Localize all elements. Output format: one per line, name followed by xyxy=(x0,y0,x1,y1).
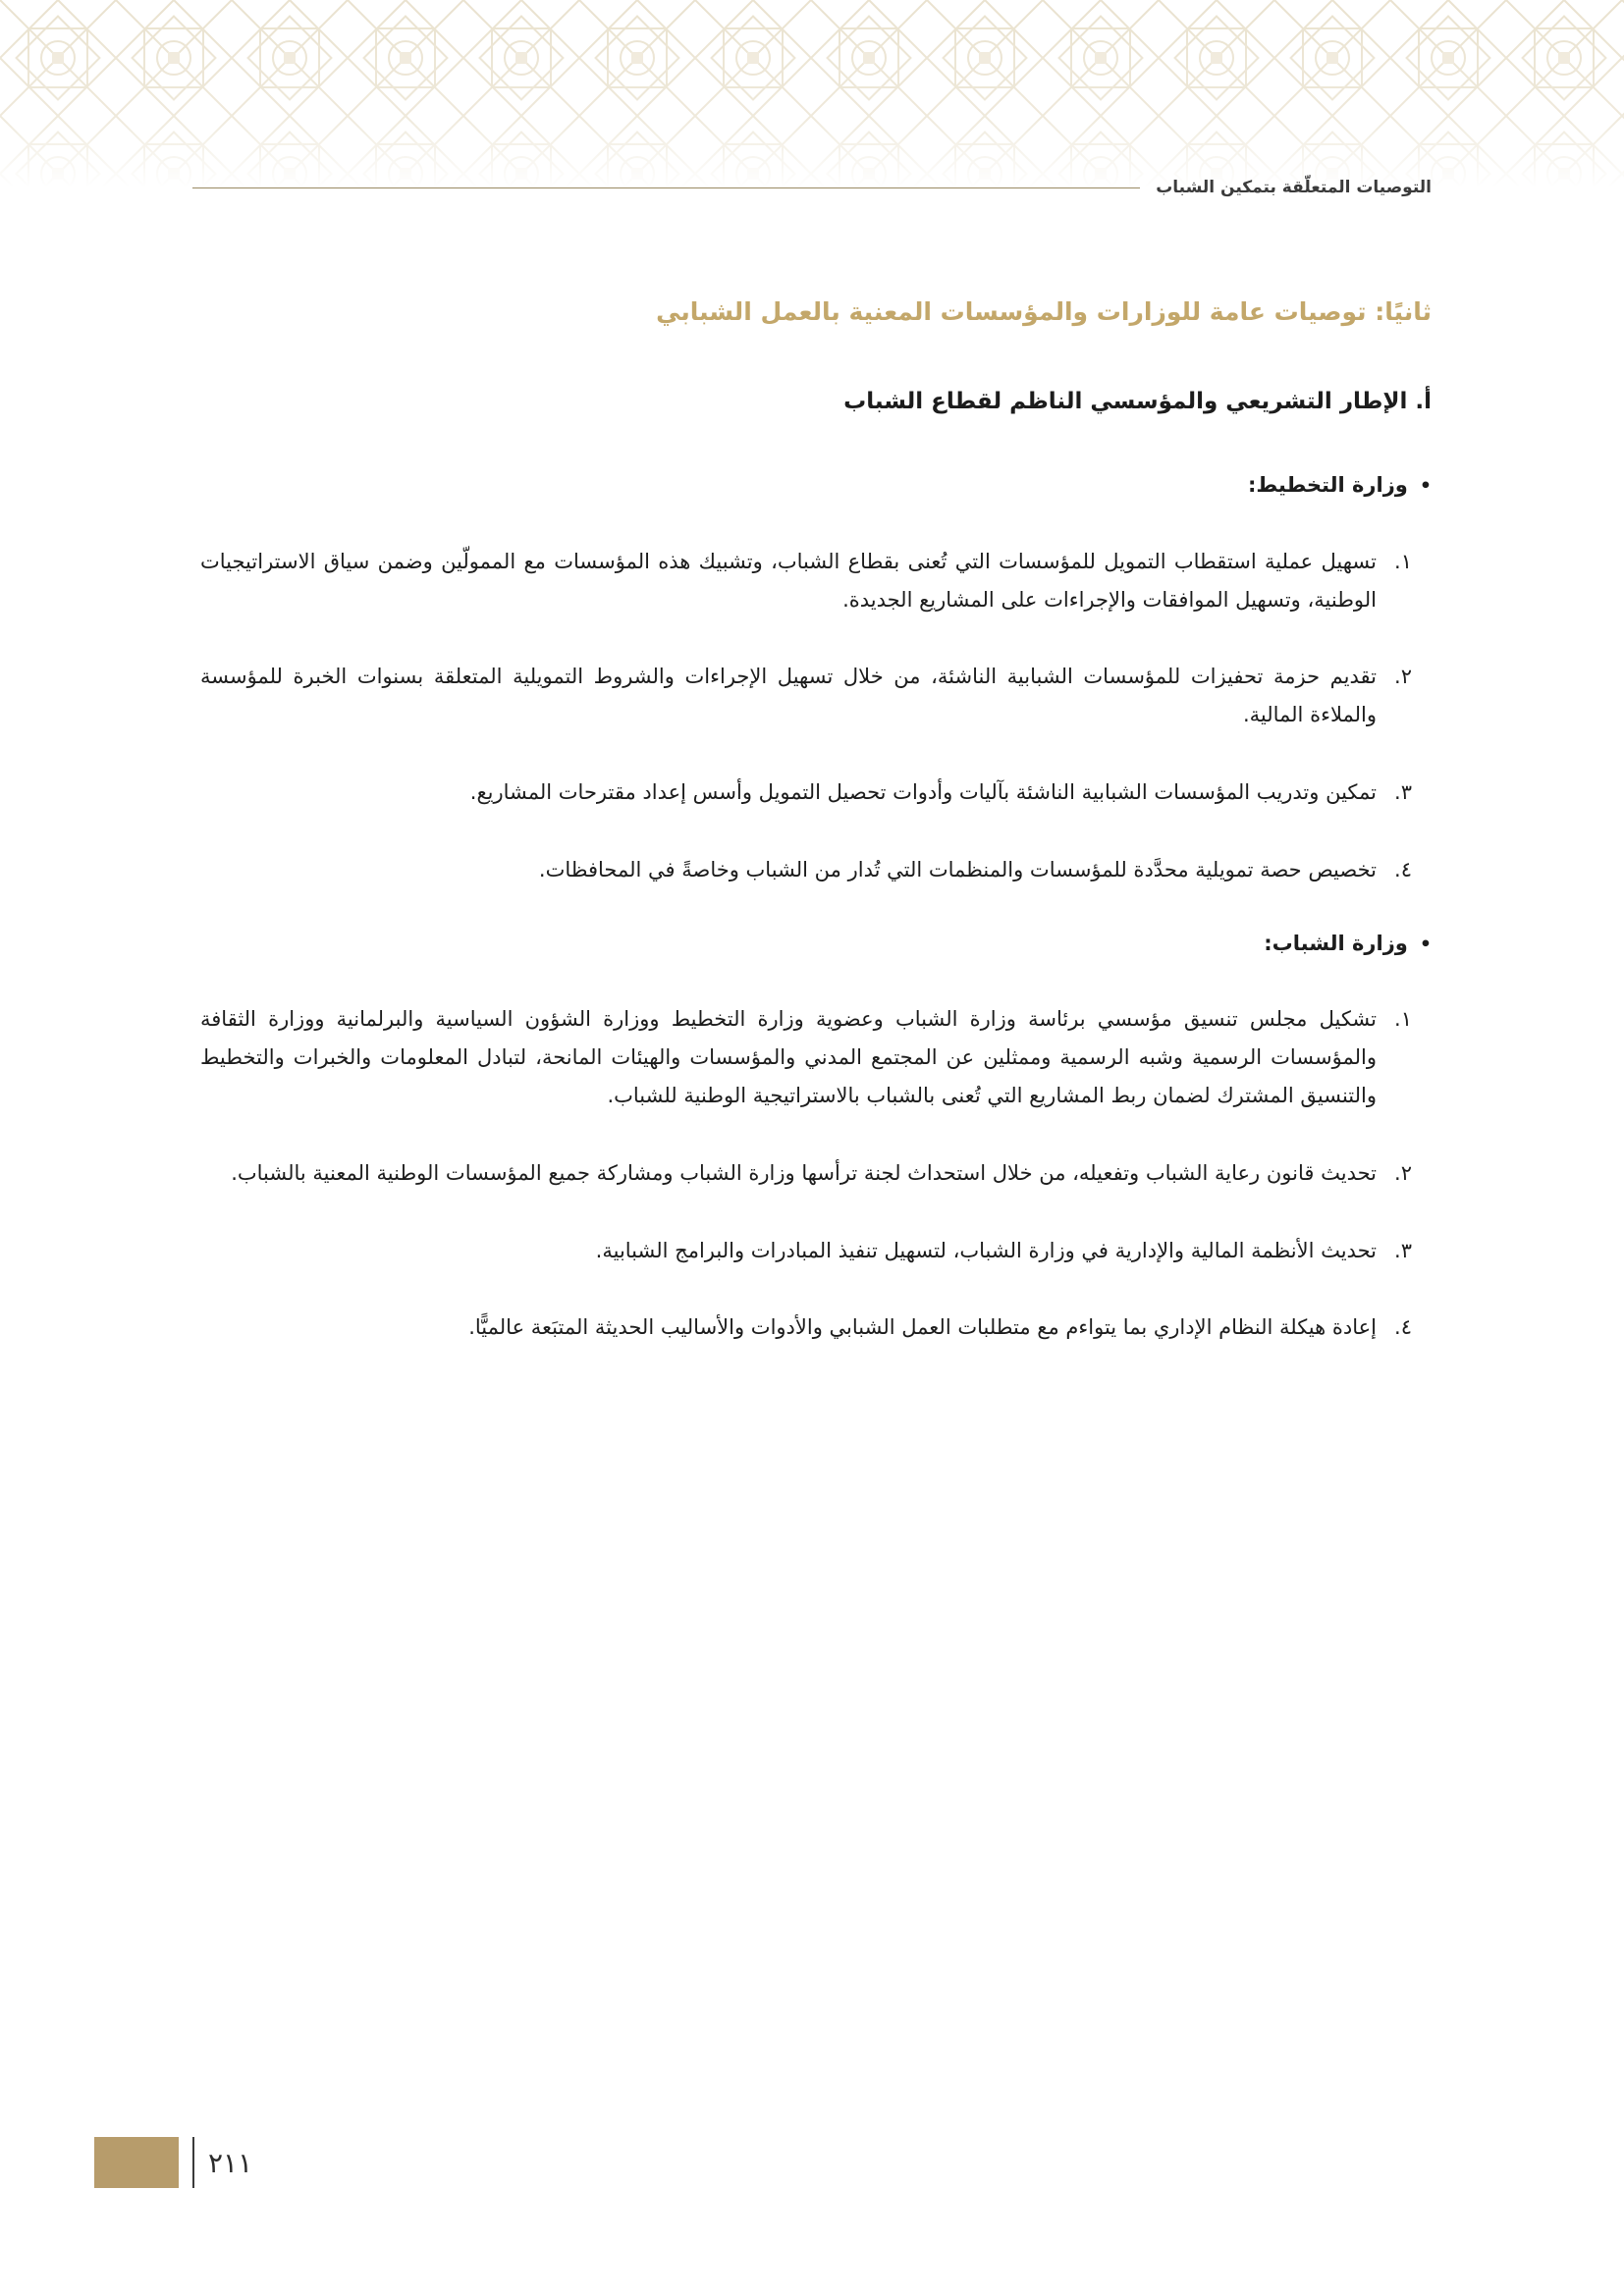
list-item-marker: ١. xyxy=(1394,549,1412,573)
list-item xyxy=(200,774,1432,812)
list-item xyxy=(200,851,1432,889)
list-item xyxy=(200,1154,1432,1193)
bullet-icon: • xyxy=(1419,475,1432,498)
list-item-marker: ٢. xyxy=(1394,1160,1412,1185)
footer-color-swatch xyxy=(94,2137,179,2188)
recommendation-group xyxy=(200,470,1432,889)
page-number: ٢١١ xyxy=(208,2146,253,2179)
section-title: ثانيًا: توصيات عامة للوزارات والمؤسسات المعنية بالعمل الشبابي xyxy=(656,297,1432,326)
list-item-text: تسهيل عملية استقطاب التمويل للمؤسسات التي تُعنى بقطاع الشباب، وتشبيك هذه المؤسسات مع الممولّين وضمن سياق الاستراتيجيات الوطنية، وتسهيل الموافقات والإجراءات على المشاريع الجديدة. xyxy=(200,549,1377,612)
recommendation-group xyxy=(200,929,1432,1348)
list-item-marker: ٤. xyxy=(1394,857,1412,881)
list-item-text: تحديث الأنظمة المالية والإدارية في وزارة الشباب، لتسهيل تنفيذ المبادرات والبرامج الشبابية. xyxy=(595,1238,1377,1262)
footer-divider xyxy=(192,2137,194,2188)
group-heading-label: وزارة التخطيط: xyxy=(1248,473,1408,498)
list-item-text: إعادة هيكلة النظام الإداري بما يتواءم مع متطلبات العمل الشبابي والأدوات والأساليب الحديثة المتبَعة عالميًّا. xyxy=(468,1315,1377,1340)
group-heading xyxy=(200,929,1432,960)
subsection-title: أ. الإطار التشريعي والمؤسسي الناظم لقطاع الشباب xyxy=(843,389,1432,414)
page-content xyxy=(200,294,1432,1386)
list-item-text: تخصيص حصة تمويلية محدَّدة للمؤسسات والمنظمات التي تُدار من الشباب وخاصةً في المحافظات. xyxy=(538,857,1377,881)
recommendation-list xyxy=(200,543,1432,889)
list-item-marker: ٣. xyxy=(1394,1238,1412,1262)
list-item xyxy=(200,1000,1432,1115)
list-item-text: تشكيل مجلس تنسيق مؤسسي برئاسة وزارة الشباب وعضوية وزارة التخطيط ووزارة الشؤون السياسية والبرلمانية ووزارة الثقافة والمؤسسات الرسمية وشبه الرسمية وممثلين عن المجتمع المدني والمؤسسات والهيئات المانحة، لتبادل المعلومات والخبرات والتخطيط والتنسيق المشترك لضمان ربط المشاريع التي تُعنى بالشباب بالاستراتيجية الوطنية للشباب. xyxy=(200,1007,1377,1107)
running-header xyxy=(192,173,1432,202)
ornamental-pattern-band xyxy=(0,0,1624,187)
list-item-marker: ٢. xyxy=(1394,665,1412,689)
list-item-text: تقديم حزمة تحفيزات للمؤسسات الشبابية الناشئة، من خلال تسهيل الإجراءات والشروط التمويلية المتعلقة بسنوات الخبرة للمؤسسة والملاءة المالية. xyxy=(200,665,1377,727)
running-header-title: التوصيات المتعلّقة بتمكين الشباب xyxy=(1156,178,1432,197)
group-heading xyxy=(200,470,1432,502)
group-heading-label: وزارة الشباب: xyxy=(1264,931,1408,955)
list-item-marker: ١. xyxy=(1394,1007,1412,1032)
list-item xyxy=(200,1308,1432,1347)
list-item-text: تمكين وتدريب المؤسسات الشبابية الناشئة بآليات وأدوات تحصيل التمويل وأسس إعداد مقترحات المشاريع. xyxy=(469,780,1377,805)
list-item-text: تحديث قانون رعاية الشباب وتفعيله، من خلال استحداث لجنة ترأسها وزارة الشباب ومشاركة جميع المؤسسات الوطنية المعنية بالشباب. xyxy=(231,1160,1377,1185)
list-item-marker: ٣. xyxy=(1394,780,1412,805)
running-header-rule xyxy=(192,187,1140,188)
list-item xyxy=(200,543,1432,619)
list-item xyxy=(200,1232,1432,1270)
recommendation-list xyxy=(200,1000,1432,1347)
list-item-marker: ٤. xyxy=(1394,1315,1412,1340)
bullet-icon: • xyxy=(1419,933,1432,955)
list-item xyxy=(200,658,1432,734)
page-footer xyxy=(94,2137,252,2188)
